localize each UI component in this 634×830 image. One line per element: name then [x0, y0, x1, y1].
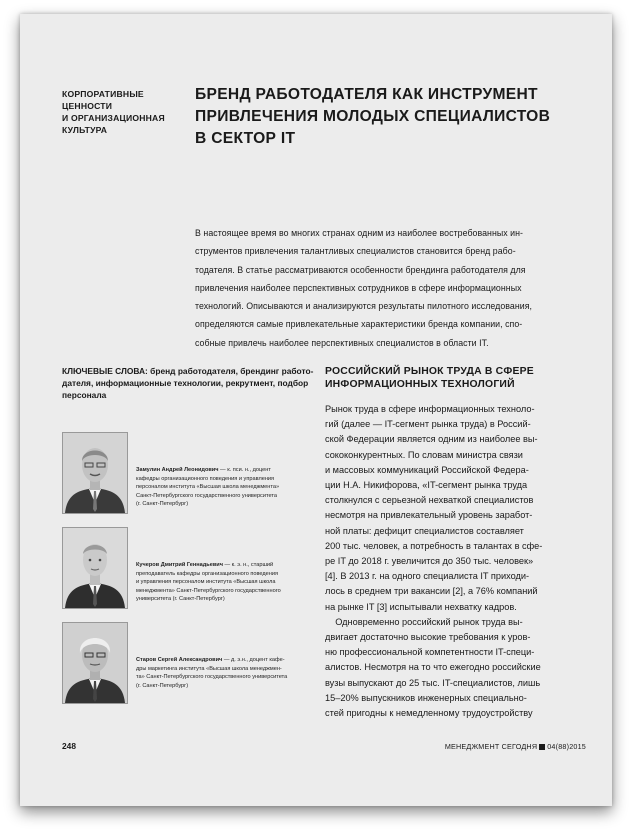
body-line: несмотря на привлекательный уровень заработ-: [325, 510, 533, 521]
body-line: стей пригодны к немедленному трудоустройству: [325, 708, 533, 719]
body-line: сококонкурентных. По словам министра связи: [325, 449, 523, 460]
author-bio: [136, 656, 326, 690]
body-text: [325, 402, 585, 721]
title-line: В СЕКТОР IT: [195, 130, 296, 147]
title-line: БРЕНД РАБОТОДАТЕЛЯ КАК ИНСТРУМЕНТ: [195, 86, 538, 103]
body-line: на рынке IT [3] испытывали нехватку кадров.: [325, 601, 517, 612]
author-card: [62, 622, 322, 702]
abstract-line: технологий. Описываются и анализируются результаты пилотного исследования,: [195, 301, 533, 312]
body-line: алистов. Несмотря на то что ежегодно российские: [325, 662, 541, 673]
abstract-line: определяются самые привлекательные характеристики бренда компании, спо-: [195, 319, 523, 330]
magazine-footer: [445, 742, 586, 751]
author-bio: [136, 561, 326, 604]
bio-line: и управления персоналом института «Высшая школа: [136, 579, 276, 586]
section-label-line: КУЛЬТУРА: [62, 125, 108, 135]
author-name: Старов Сергей Александрович: [136, 657, 223, 663]
body-line: Рынок труда в сфере информационных техноло-: [325, 404, 535, 414]
author-photo: [62, 527, 128, 609]
section-label-line: КОРПОРАТИВНЫЕ: [62, 89, 144, 99]
body-line: ню профессиональной компетентности IT-специ-: [325, 647, 535, 658]
article-abstract: [195, 224, 570, 352]
bio-line: (г. Санкт-Петербург): [136, 682, 189, 689]
page-number: 248: [62, 741, 76, 751]
bio-line: персоналом института «Высшая школа менеджмента»: [136, 484, 280, 491]
bio-line: Санкт-Петербургского государственного университета: [136, 492, 278, 499]
body-line: ре IT до 2018 г. увеличится до 350 тыс. человек»: [325, 556, 534, 567]
issue-number: 04(88)2015: [547, 742, 586, 751]
abstract-line: привлечения наиболее перспективных сотрудников в сфере информационных: [195, 282, 522, 293]
keywords-line: КЛЮЧЕВЫЕ СЛОВА: бренд работодателя, брендинг работо-: [62, 366, 314, 376]
bio-line: (г. Санкт-Петербург): [136, 501, 189, 508]
portrait-image: [63, 623, 127, 703]
portrait-image: [63, 528, 127, 608]
author-card: [62, 527, 322, 607]
body-line: Одновременно российский рынок труда вы-: [325, 616, 523, 627]
body-line: ной платы: дефицит специалистов составляет: [325, 525, 524, 536]
body-line: гий (далее — IT-сегмент рынка труда) в Россий-: [325, 419, 531, 430]
body-line: 15–20% выпускников инженерных специально-: [325, 692, 527, 703]
author-name: Кучеров Дмитрий Геннадьевич: [136, 562, 223, 568]
bio-line: кафедры организационного поведения и управления: [136, 475, 275, 482]
abstract-line: тодателя. В статье рассматриваются особенности брендинга работодателя для: [195, 264, 526, 275]
bio-line: преподаватель кафедры организационного поведения: [136, 570, 279, 577]
bio-line: та» Санкт-Петербургского государственного университета: [136, 674, 288, 681]
author-name: Замулин Андрей Леонидович: [136, 467, 219, 473]
bio-line: — к. э. н., старший: [222, 562, 274, 568]
bio-line: — к. пси. н., доцент: [218, 467, 271, 473]
keywords-line: персонала: [62, 390, 107, 400]
bio-line: — д. э.н., доцент кафе-: [222, 657, 285, 663]
portrait-image: [63, 433, 127, 513]
abstract-line: В настоящее время во многих странах одним из наиболее востребованных ин-: [195, 228, 524, 238]
section-heading-line: ИНФОРМАЦИОННЫХ ТЕХНОЛОГИЙ: [325, 379, 515, 390]
title-line: ПРИВЛЕЧЕНИЯ МОЛОДЫХ СПЕЦИАЛИСТОВ: [195, 108, 551, 125]
section-label: [62, 88, 182, 136]
author-card: [62, 432, 322, 512]
magazine-name: МЕНЕДЖМЕНТ СЕГОДНЯ: [444, 742, 538, 751]
bio-line: университета (г. Санкт-Петербург): [136, 596, 225, 603]
body-line: лось в среднем три вакансии [2], а 76% компаний: [325, 586, 538, 597]
section-label-line: ЦЕННОСТИ: [62, 101, 113, 111]
body-line: 200 тыс. человек, а потребность в талантах в сфе-: [325, 540, 543, 551]
bio-line: менеджмента» Санкт-Петербургского государственного: [136, 587, 281, 594]
square-separator-icon: [539, 744, 545, 750]
author-bio: [136, 466, 326, 509]
body-line: вузы выпускают до 25 тыс. IT-специалистов, лишь: [325, 677, 541, 688]
section-heading-line: РОССИЙСКИЙ РЫНОК ТРУДА В СФЕРЕ: [325, 366, 534, 377]
section-label-line: И ОРГАНИЗАЦИОННАЯ: [62, 113, 165, 123]
body-line: и массовых коммуникаций Российской Федера-: [325, 464, 529, 475]
body-line: ской Федерации является одним из наиболее вы-: [325, 434, 538, 445]
article-title: [195, 84, 575, 150]
keywords-line: дателя, информационные технологии, рекрутмент, подбор: [62, 378, 309, 388]
body-line: [4]. В 2013 г. на одного специалиста IT приходи-: [325, 571, 530, 582]
body-line: двигает достаточно высокие требования к уров-: [325, 632, 531, 643]
section-heading: [325, 365, 585, 391]
author-photo: [62, 622, 128, 704]
bio-line: дры маркетинга института «Высшая школа менеджмен-: [136, 665, 282, 672]
keywords: [62, 365, 312, 401]
abstract-line: струментов привлечения талантливых специалистов становится бренд рабо-: [195, 246, 516, 257]
author-photo: [62, 432, 128, 514]
body-line: ции Н.А. Никифорова, «IT-сегмент рынка труда: [325, 480, 528, 491]
abstract-line: собные привлечь наиболее перспективных специалистов в области IT.: [195, 337, 489, 348]
body-line: столкнулся с серьезной нехваткой специалистов: [325, 495, 534, 506]
